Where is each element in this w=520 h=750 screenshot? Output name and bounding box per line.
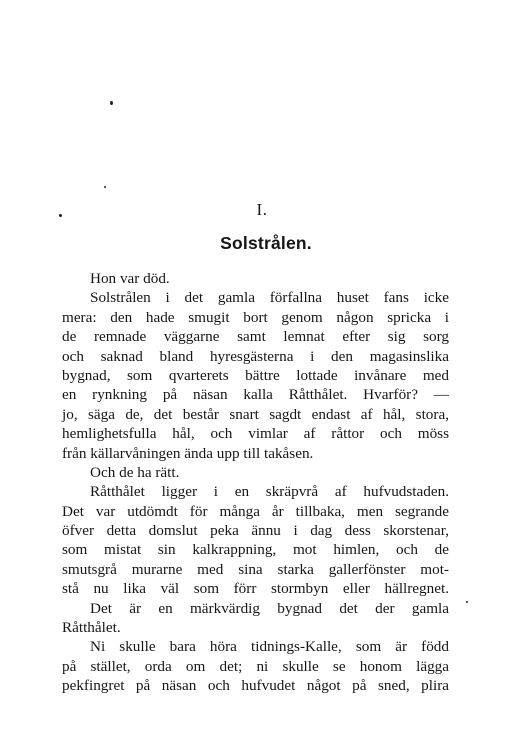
text-line: och saknad bland hyresgästerna i den magasinslika xyxy=(62,347,449,365)
text-line: på stället, orda om det; ni skulle se honom lägga xyxy=(62,657,449,675)
text-line: Det var utdömdt för många år tillbaka, men segrande xyxy=(62,502,449,520)
body-text xyxy=(62,269,449,696)
text-line: en rynkning på näsan kalla Råtthålet. Hvarför? — xyxy=(62,386,449,404)
text-line: Och de ha rätt. xyxy=(90,463,180,481)
text-line: stå nu lika väl som förr stormbyn eller hällregnet. xyxy=(62,580,449,598)
chapter-number: I. xyxy=(256,200,268,219)
text-line: öfver detta domslut peka ännu i dag dess skorstenar, xyxy=(62,522,449,540)
chapter-title: Solstrålen. xyxy=(220,233,312,253)
text-line: Det är en märkvärdig bygnad det der gamla xyxy=(90,599,449,617)
text-line: som mistat sin kalkrappning, mot himlen, och de xyxy=(62,541,449,559)
text-line: Råtthålet. xyxy=(62,619,121,637)
text-line: smutsgrå murarne med sina starka gallerfönster mot- xyxy=(62,560,449,578)
text-line: från källarvåningen ända upp till takåsen. xyxy=(62,444,314,462)
text-line: hemlighetsfulla hål, och vimlar af råttor och möss xyxy=(62,425,449,443)
ink-speck xyxy=(466,601,468,603)
text-line: Råtthålet ligger i en skräpvrå af hufvudstaden. xyxy=(90,483,449,501)
text-line: jo, säga de, det består snart sagdt endast af hål, stora, xyxy=(62,405,449,423)
text-line: Hon var död. xyxy=(90,270,170,287)
text-line: bygnad, som qvarterets bättre lottade invånare med xyxy=(62,366,449,384)
text-line: Ni skulle bara höra tidnings-Kalle, som är född xyxy=(90,638,449,656)
text-line: mera: den hade smugit bort genom någon spricka i xyxy=(62,308,449,326)
text-line: Solstrålen i det gamla förfallna huset fans icke xyxy=(90,289,449,307)
ink-speck xyxy=(104,186,106,188)
text-line: de remnade väggarne samt lemnat efter sig sorg xyxy=(62,328,449,346)
text-line: pekfingret på näsan och hufvudet något på sned, plira xyxy=(62,677,449,695)
ink-speck xyxy=(110,101,113,105)
